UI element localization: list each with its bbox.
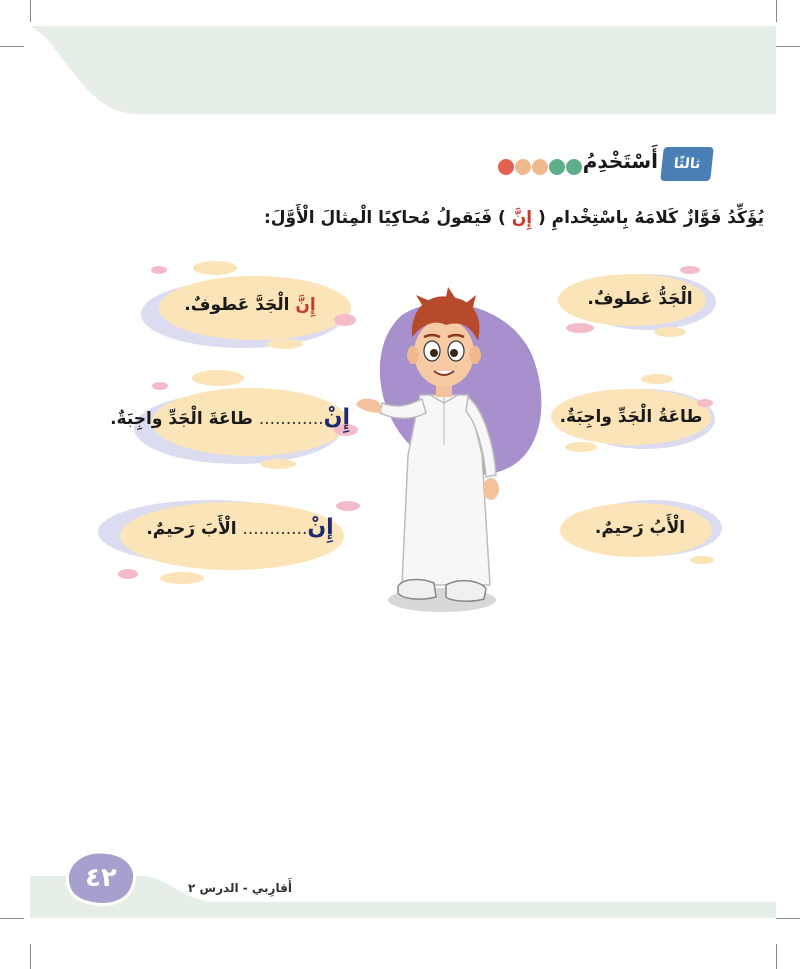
dot-icon [515,159,531,175]
boy-character-illustration [350,285,550,620]
crop-mark [0,918,24,919]
sentence-right-3: الْأَبُ رَحيمٌ. [594,518,686,538]
section-title: أَسْتَخْدِمُ [582,149,658,173]
instruction-text [206,208,764,238]
instruction-after: ) فَيَقولُ مُحاكِيًا الْمِثالَ الْأَوَّلَ: [263,208,506,228]
dot-icon [566,159,582,175]
inna-word: إِنْ [307,515,334,540]
sentence-left-2 [110,405,350,430]
dot-icon [532,159,548,175]
crop-mark [0,46,24,47]
sentence-left-2-rest: طاعَةَ الْجَدِّ واجِبَةٌ. [110,409,253,429]
dot-icon [498,159,514,175]
sentence-right-2: طاعَةُ الْجَدِّ واجِبَةٌ. [559,407,703,427]
footer-book-title: أَقارِبي - الدرس ٢ [188,881,292,895]
sentence-left-3 [132,515,348,540]
header-band [30,26,776,114]
crop-mark [30,0,31,22]
sentence-left-1-rest: الْجَدَّ عَطوفٌ. [184,295,290,315]
sentence-left-3-rest: الْأَبَ رَحيمٌ. [146,519,237,539]
crop-mark [776,0,777,22]
crop-mark [776,944,777,969]
crop-mark [30,944,31,969]
inna-word: إِنَّ [295,295,316,315]
page-number: ٤٢ [85,863,117,893]
sentence-left-1 [160,295,340,315]
crop-mark [776,46,800,47]
blank-dots: ............ [258,409,324,429]
crop-mark [776,918,800,919]
blank-dots: ............ [242,519,308,539]
inna-word: إِنْ [323,405,350,430]
instruction-before: يُؤَكِّدُ فَوَّازٌ كَلامَهُ بِاسْتِخْدامِ ( [537,208,764,228]
section-badge: ثالثًا [660,147,714,181]
dot-icon [549,159,565,175]
footer-band [30,876,776,918]
sentence-right-1: الْجَدُّ عَطوفٌ. [587,289,693,309]
instruction-highlight: إِنَّ [505,208,538,228]
